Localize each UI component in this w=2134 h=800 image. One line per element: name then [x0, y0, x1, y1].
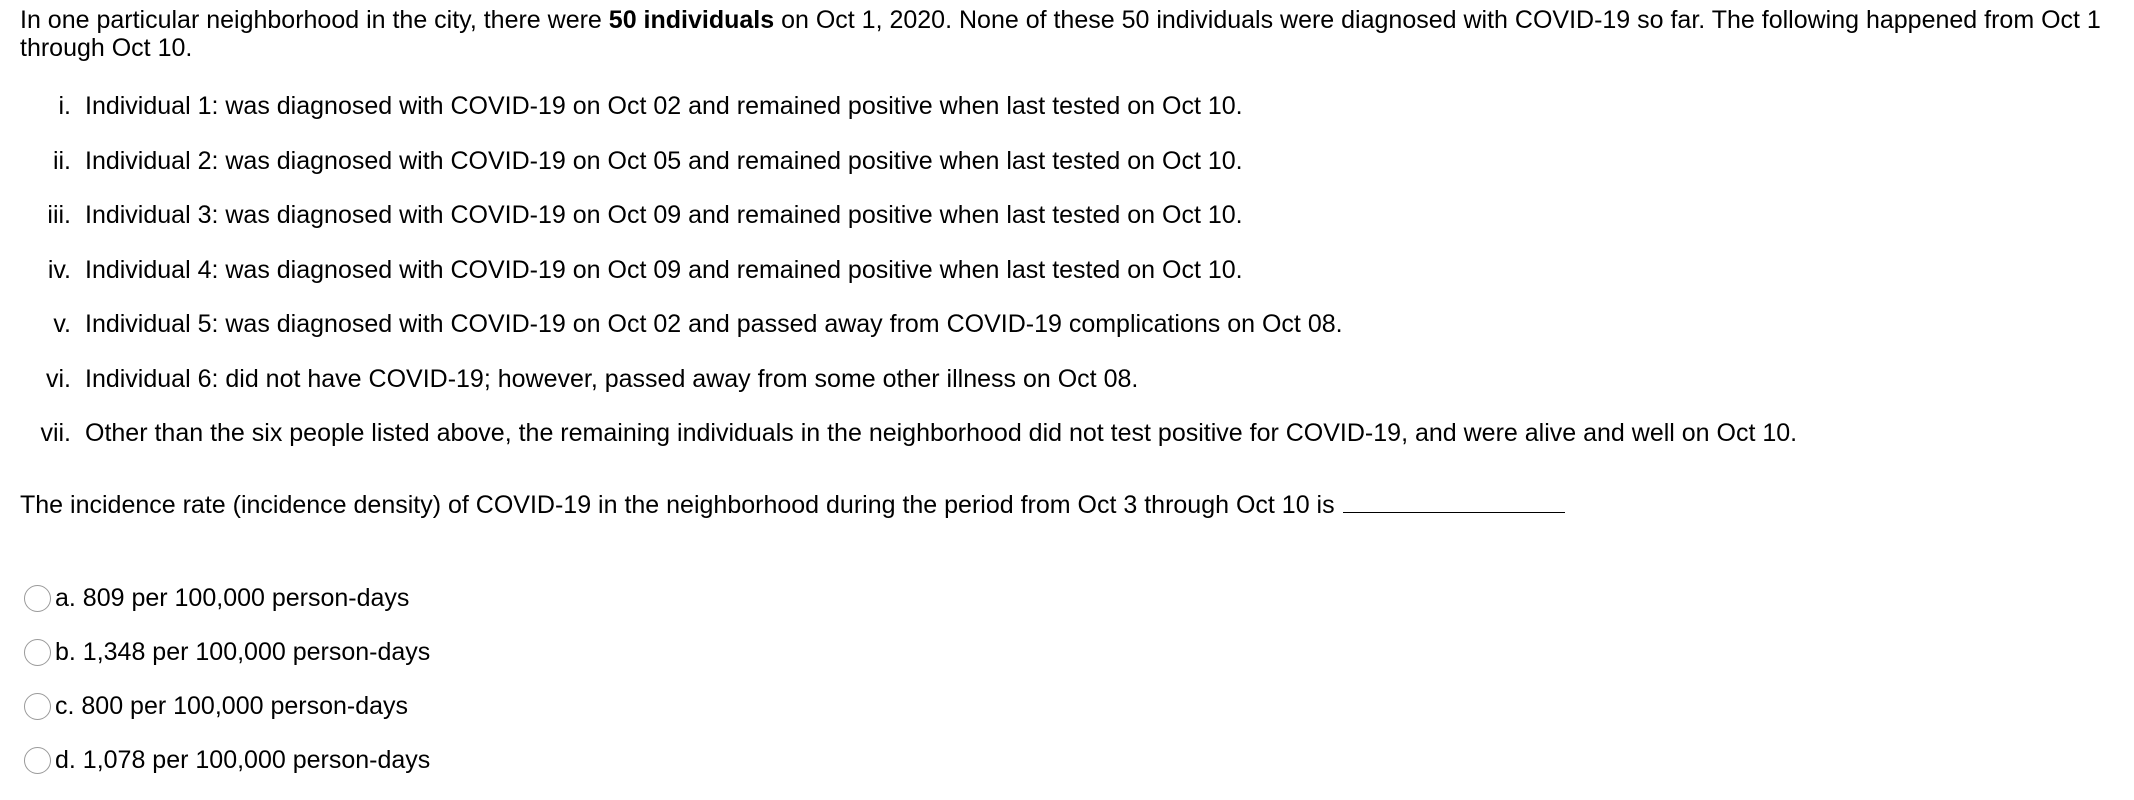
option-c[interactable] [24, 692, 430, 720]
question-container [20, 6, 2120, 774]
intro-text-start: In one particular neighborhood in the city, there were [20, 6, 609, 34]
event-number: vi. [46, 364, 71, 393]
option-c-label[interactable]: c. 800 per 100,000 person-days [55, 692, 409, 720]
radio-button-b[interactable] [24, 639, 51, 666]
radio-button-c[interactable] [24, 693, 51, 720]
event-number: v. [53, 310, 71, 338]
event-text: Individual 4: was diagnosed with COVID-19 on Oct 09 and remained positive when last tested on Oct 10. [85, 255, 1243, 284]
answer-options [24, 584, 430, 800]
event-number: iv. [47, 255, 71, 284]
event-item [20, 256, 2120, 284]
event-item [20, 147, 2120, 175]
event-text: Individual 5: was diagnosed with COVID-19 on Oct 02 and passed away from COVID-19 complications on Oct 08. [85, 310, 1343, 338]
event-item [20, 201, 2120, 229]
event-text: Individual 2: was diagnosed with COVID-19 on Oct 05 and remained positive when last tested on Oct 10. [85, 146, 1243, 175]
event-number: iii. [47, 201, 71, 229]
event-item [20, 365, 2120, 393]
intro-bold-count: 50 individuals [608, 6, 775, 34]
event-text: Individual 6: did not have COVID-19; however, passed away from some other illness on Oct 08. [85, 364, 1139, 393]
answer-blank [1343, 490, 1565, 513]
option-b-label[interactable]: b. 1,348 per 100,000 person-days [55, 638, 431, 666]
event-item [20, 92, 2120, 120]
event-number: i. [58, 92, 71, 120]
option-d[interactable] [24, 746, 430, 774]
intro-text-end: on Oct 1, 2020. None of these 50 individuals were diagnosed with COVID-19 so far. The following happened from Oct 1 through Oct 10. [20, 6, 2101, 62]
radio-button-d[interactable] [24, 747, 51, 774]
option-d-label[interactable]: d. 1,078 per 100,000 person-days [55, 746, 431, 774]
option-a[interactable] [24, 584, 430, 612]
question-text: The incidence rate (incidence density) of COVID-19 in the neighborhood during the period from Oct 3 through Oct 10 is [20, 491, 1335, 519]
event-text: Individual 3: was diagnosed with COVID-19 on Oct 09 and remained positive when last tested on Oct 10. [85, 201, 1243, 229]
event-list [20, 92, 2120, 447]
event-item [20, 310, 2120, 338]
event-text: Individual 1: was diagnosed with COVID-19 on Oct 02 and remained positive when last tested on Oct 10. [85, 92, 1243, 120]
intro-paragraph [20, 6, 2120, 62]
radio-button-a[interactable] [24, 585, 51, 612]
option-a-label[interactable]: a. 809 per 100,000 person-days [55, 584, 410, 612]
event-number: ii. [52, 146, 71, 175]
option-b[interactable] [24, 638, 430, 666]
event-text: Other than the six people listed above, the remaining individuals in the neighborhood did not test positive for COVID-19, and were alive and well on Oct 10. [85, 419, 1798, 447]
event-number: vii. [40, 419, 71, 447]
event-item [20, 419, 2120, 447]
question-prompt [20, 490, 1565, 519]
